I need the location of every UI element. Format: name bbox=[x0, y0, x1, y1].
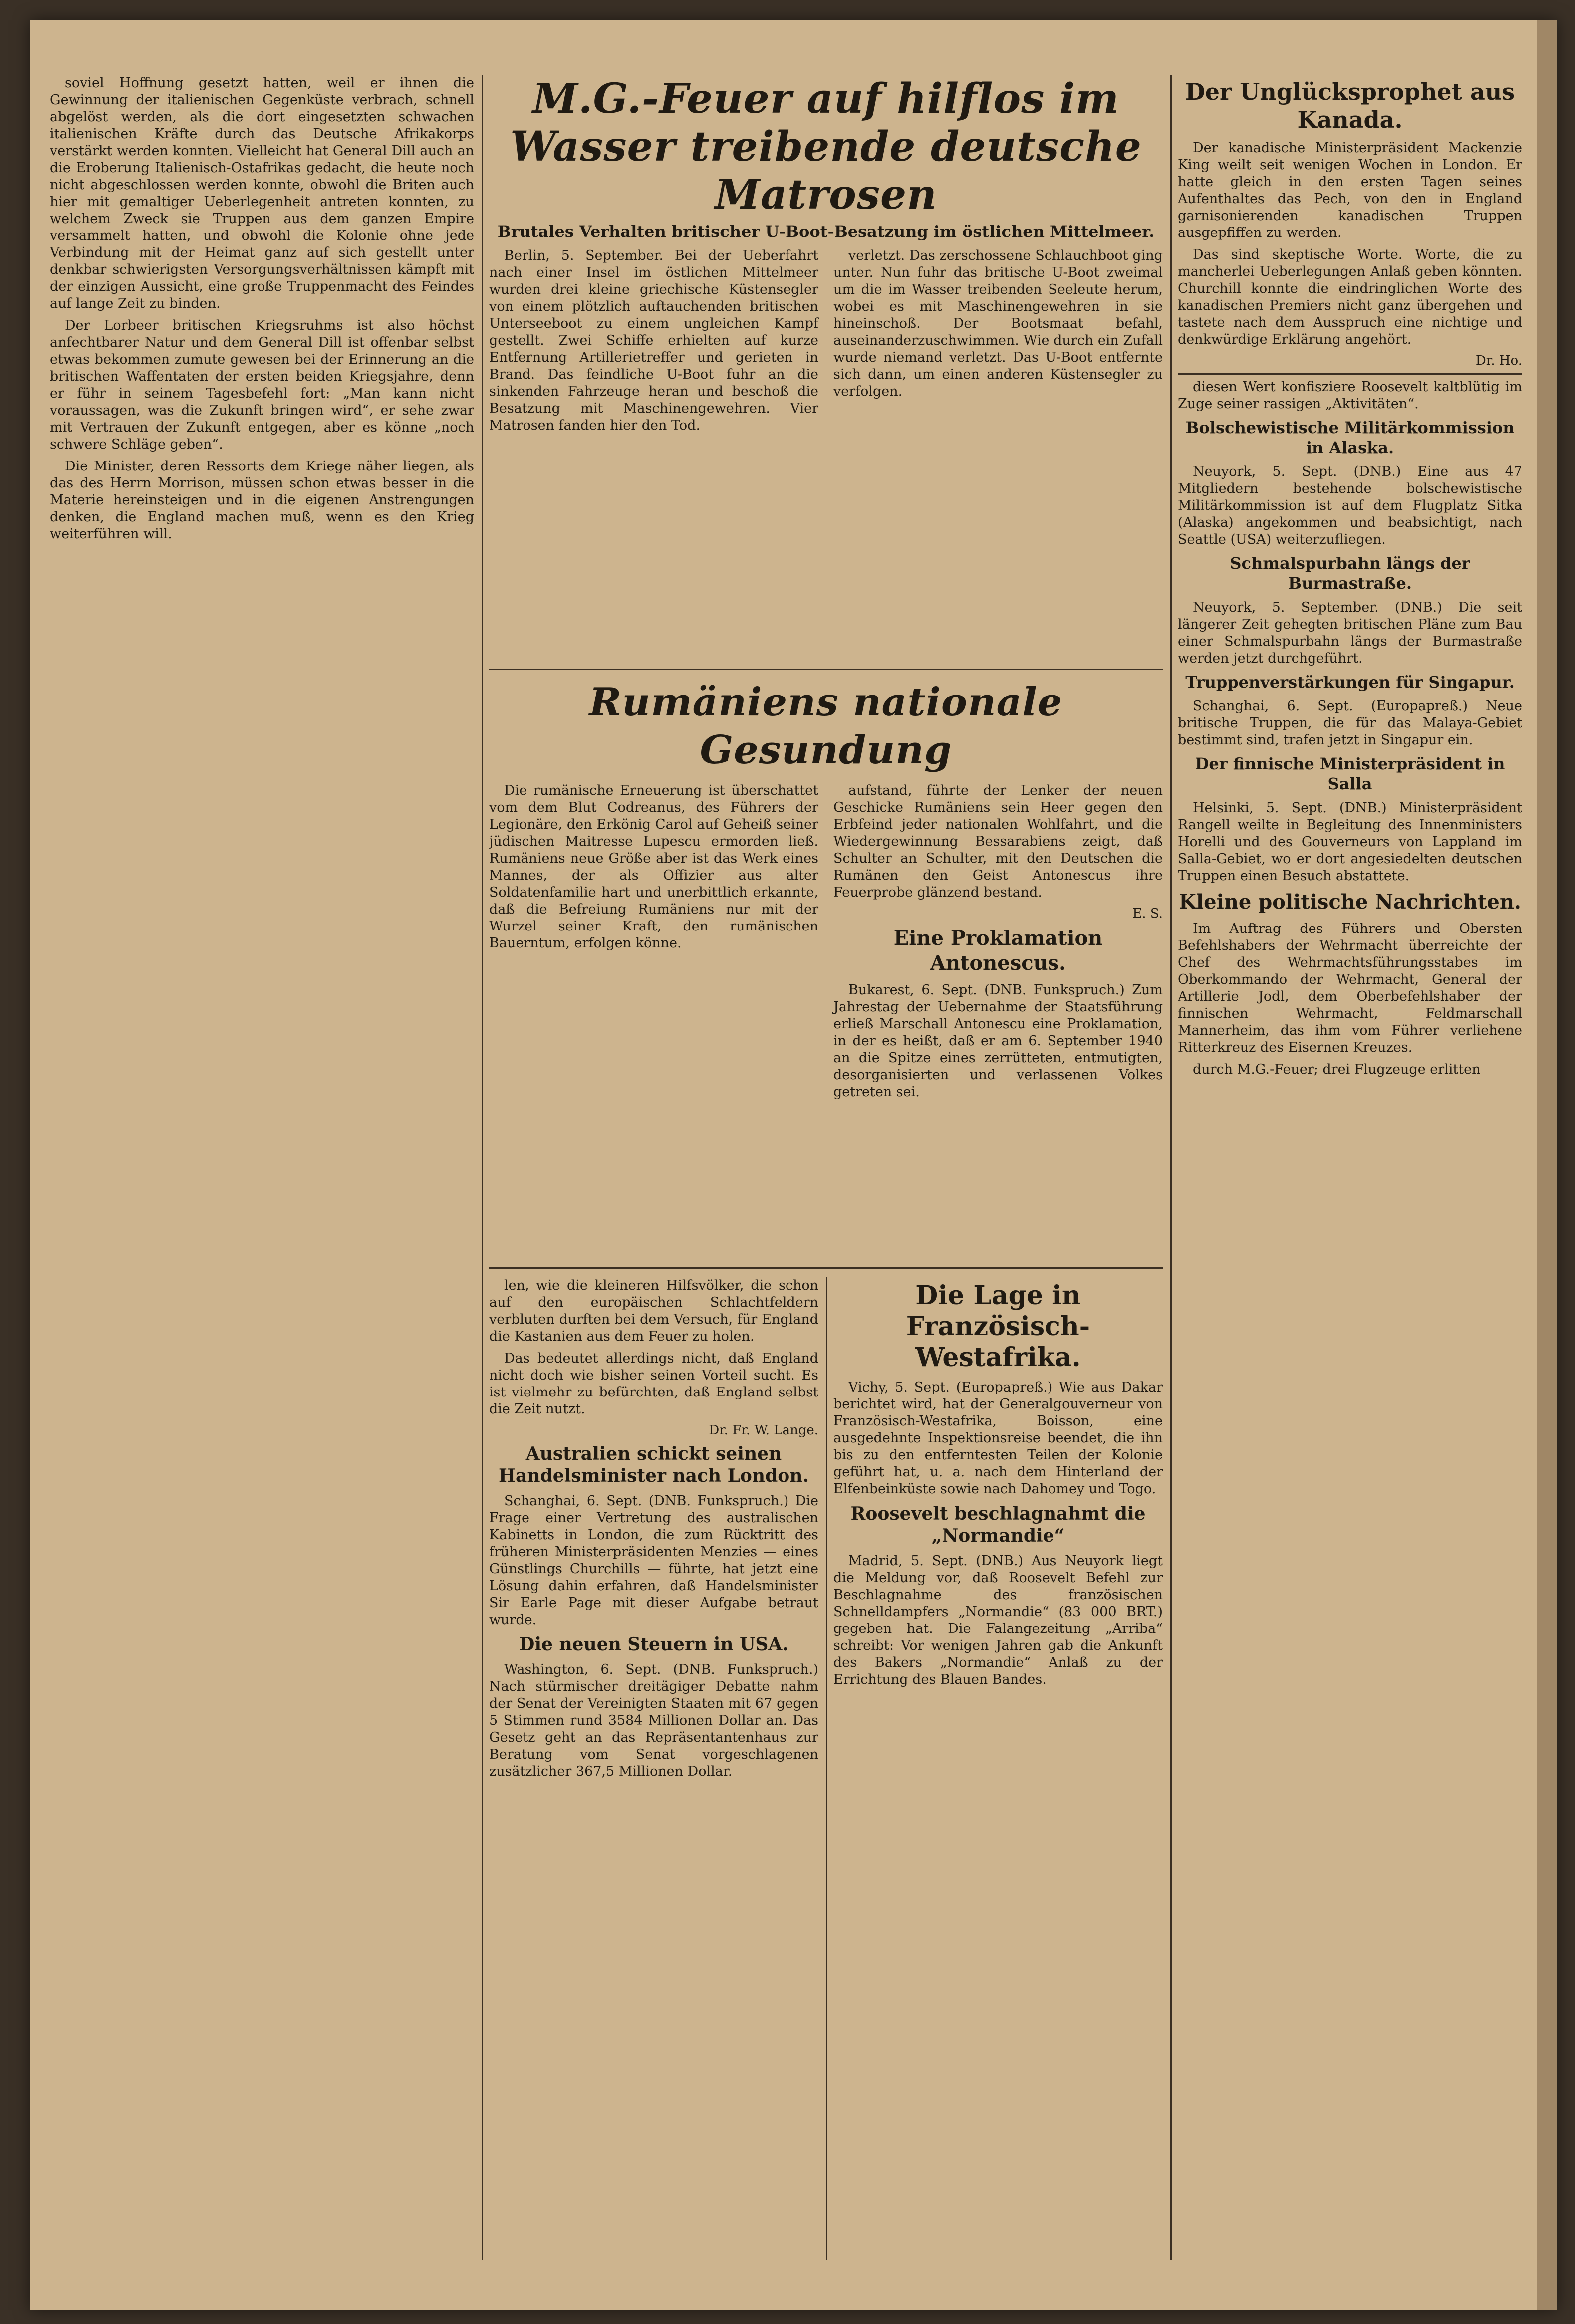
section-divider bbox=[1178, 373, 1522, 375]
article-paragraph: Das bedeutet allerdings nicht, daß England nicht doch wie bisher seinen Vorteil sucht. Es ist vielmehr zu befürchten, daß England selbst die Zeit nutzt. bbox=[489, 1351, 818, 1417]
article-paragraph: Die rumänische Erneuerung ist überschattet vom dem Blut Codreanus, des Führers der Legionäre, den Erkönig Carol auf Geheiß seiner jüdischen Maitresse Lupescu ermorden ließ. Rumäniens neue Größe aber ist das Werk eines Mannes, der als Offizier aus alter Soldatenfamilie hart und unerbittlich erkannte, daß die Befreiung Rumäniens nur mit der Wurzel seiner Kraft, den rumänischen Bauerntum, erfolgen könne. bbox=[489, 783, 818, 951]
byline: E. S. bbox=[1132, 906, 1163, 921]
headline: Rumäniens nationale Gesundung bbox=[589, 680, 1063, 773]
article-paragraph: Washington, 6. Sept. (DNB. Funkspruch.) Nach stürmischer dreitägiger Debatte nahm der Senat der Vereinigten Staaten mit 67 gegen 5 Stimmen rund 3584 Millionen Dollar an. Das Gesetz geht an das Repräsentantenhaus zur Beratung vom Senat vorgeschlagenen zusätzlicher 367,5 Millionen Dollar. bbox=[489, 1662, 818, 1779]
byline: Dr. Fr. W. Lange. bbox=[709, 1423, 818, 1438]
article-paragraph: diesen Wert konfiszierе Roosevelt kaltblütig im Zuge seiner rassigen „Aktivitäten“. bbox=[1178, 379, 1522, 412]
section-divider bbox=[489, 1267, 1163, 1269]
article-paragraph: Der kanadische Ministerpräsident Mackenzie King weilt seit wenigen Wochen in London. Er hatte gleich in den ersten Tagen seines Aufenthaltes das Pech, von den in England garnisonierenden kanadischen Truppen ausgepfiffen zu werden. bbox=[1178, 140, 1522, 240]
article-paragraph: soviel Hoffnung gesetzt hatten, weil er ihnen die Gewinnung der italienischen Gegenküste verbrach, schnell abgelöst werden, als die dort eingesetzten schwachen italienischen Kräfte durch das Deutsche Afrikakorps verstärkt werden konnten. Vielleicht hat General Dill auch an die Eroberung Italienisch-Ostafrikas gedacht, die heute noch nicht abgeschlossen werden konnte, obwohl die Briten auch hier mit gemaltiger Ueberlegenheit antreten konnten, zu welchem Zweck sie Truppen aus dem ganzen Empire versammelt hatten, und obwohl die Kolonie ohne jede Verbindung mit der Heimat ganz auf sich gestellt unter denkbar schwierigsten Versorgungsverhältnissen kämpft mit der einzigen Aussicht, eine große Truppenmacht des Feindes auf lange Zeit zu binden. bbox=[50, 75, 474, 311]
column-right bbox=[1178, 75, 1522, 2260]
article-paragraph: Schanghai, 6. Sept. (Europapreß.) Neue britische Truppen, die für das Malaya-Gebiet bestimmt sind, trafen jetzt in Singapur ein. bbox=[1178, 698, 1522, 748]
subheadline: Schmalspurbahn längs der Burmastraße. bbox=[1230, 554, 1470, 593]
article-paragraph: Im Auftrag des Führers und Obersten Befehlshabers der Wehrmacht überreichte der Chef des Wehrmachtsführungsstabes im Oberkommando der Wehrmacht, General der Artillerie Jodl, dem Oberbefehlshaber der finnischen Wehrmacht, Feldmarschall Mannerheim, das ihm vom Führer verliehene Ritterkreuz des Eisernen Kreuzes. bbox=[1178, 921, 1522, 1055]
subheadline: Australien schickt seinen Handelsminister nach London. bbox=[499, 1443, 809, 1486]
subheadline: Brutales Verhalten britischer U-Boot-Besatzung im östlichen Mittelmeer. bbox=[497, 222, 1155, 241]
article-paragraph: verletzt. Das zerschossene Schlauchboot ging unter. Nun fuhr das britische U-Boot zweimal um die im Wasser treibenden Seeleute herum, wobei es mit Maschinengewehren in sie hineinschoß. Der Bootsmaat befahl, auseinanderzuschwimmen. Wie durch ein Zufall wurde niemand verletzt. Das U-Boot entfernte sich dann, um einen anderen Küstensegler zu verfolgen. bbox=[833, 248, 1163, 399]
subheadline: Die neuen Steuern in USA. bbox=[519, 1634, 788, 1655]
column-divider bbox=[1170, 75, 1172, 2260]
article-paragraph: Die Minister, deren Ressorts dem Kriege näher liegen, als das des Herrn Morrison, müssen schon etwas besser in die Materie hereinsteigen und in die eigenen Anstrengungen denken, die England machen muß, wenn es den Krieg weiterführen will. bbox=[50, 459, 474, 542]
article-paragraph: Bukarest, 6. Sept. (DNB. Funkspruch.) Zum Jahrestag der Uebernahme der Staatsführung erließ Marschall Antonescu eine Proklamation, in der es heißt, daß er am 6. September 1940 an die Spitze eines zerrütteten, entmutigten, desorganisierten und verlassenen Volkes getreten sei. bbox=[833, 982, 1163, 1100]
page-edge bbox=[1537, 20, 1557, 2310]
section-divider bbox=[489, 669, 1163, 670]
newspaper-page bbox=[30, 20, 1557, 2310]
article-paragraph: Helsinki, 5. Sept. (DNB.) Ministerpräsident Rangell weilte in Begleitung des Innenministers Horelli und des Gouverneurs von Lappland im Salla-Gebiet, wo er dort angesiedelten deutschen Truppen einen Besuch abstattete. bbox=[1178, 800, 1522, 884]
subheadline: Bolschewistische Militärkommission in Alaska. bbox=[1185, 418, 1515, 457]
article-paragraph: Schanghai, 6. Sept. (DNB. Funkspruch.) Die Frage einer Vertretung des australischen Kabinetts in London, die zum Rücktritt des früheren Ministerpräsidenten Menzies — eines Günstlings Churchills — führte, hat jetzt eine Lösung dahin erfahren, daß Handelsminister Sir Earle Page mit dieser Aufgabe betraut wurde. bbox=[489, 1493, 818, 1627]
subheadline: Roosevelt beschlagnahmt die „Normandie“ bbox=[850, 1503, 1146, 1546]
headline: M.G.-Feuer auf hilflos im Wasser treibende deutsche Matrosen bbox=[510, 75, 1142, 219]
subheadline: Truppenverstärkungen für Singapur. bbox=[1185, 673, 1515, 692]
article-paragraph: Berlin, 5. September. Bei der Ueberfahrt nach einer Insel im östlichen Mittelmeer wurden drei kleine griechische Küstensegler von einem plötzlich auftauchenden britischen Unterseeboot zu einem ungleichen Kampf gestellt. Zwei Schiffe erhielten auf kurze Entfernung Artillerietreffer und gerieten in Brand. Das feindliche U-Boot fuhr an die sinkenden Fahrzeuge heran und beschoß die Besatzung mit Maschinengewehren. Vier Matrosen fanden hier den Tod. bbox=[489, 248, 818, 433]
article-paragraph: Das sind skeptische Worte. Worte, die zu mancherlei Ueberlegungen Anlaß geben könnten. Churchill konnte die eindringlichen Worte des kanadischen Premiers nicht ganz übergehen und tastete nach dem Ausspruch eine nichtige und denkwürdige Erklärung angehört. bbox=[1178, 247, 1522, 347]
article-paragraph: len, wie die kleineren Hilfsvölker, die schon auf den europäischen Schlachtfeldern verbluten durften bei dem Versuch, für England die Kastanien aus dem Feuer zu holen. bbox=[489, 1278, 818, 1344]
article-mg-feuer bbox=[489, 75, 1163, 664]
subheadline: Die Lage in Französisch-Westafrika. bbox=[906, 1280, 1090, 1373]
article-paragraph: Vichy, 5. Sept. (Europapreß.) Wie aus Dakar berichtet wird, hat der Generalgouverneur von Französisch-Westafrika, Boisson, eine ausgedehnte Inspektionsreise beendet, die ihn bis zu den entferntesten Teilen der Kolonie geführt hat, u. a. nach dem Hinterland der Elfenbeinküste sowie nach Dahomey und Togo. bbox=[833, 1380, 1163, 1497]
column-divider bbox=[482, 75, 483, 2260]
article-paragraph: Der Lorbeer britischen Kriegsruhms ist also höchst anfechtbarer Natur und dem General Dill ist offenbar selbst etwas bekommen zumute gewesen bei der Erinnerung an die britischen Waffentaten der ersten beiden Kriegsjahre, denn er führ in seinem Tagesbefehl fort: „Man kann nicht voraussagen, was die Zukunft bringen wird“, er sehe zwar mit Vertrauen der Zukunft entgegen, aber es könne „noch schwere Schläge geben“. bbox=[50, 318, 474, 452]
column-bottom-middle bbox=[489, 1277, 818, 2260]
article-rumaenien bbox=[489, 679, 1163, 1262]
article-paragraph: Neuyork, 5. Sept. (DNB.) Eine aus 47 Mitgliedern bestehende bolschewistische Militärkommission ist auf dem Flugplatz Sitka (Alaska) angekommen und beabsichtigt, nach Seattle (USA) weiterzufliegen. bbox=[1178, 464, 1522, 547]
column-westafrika bbox=[833, 1277, 1163, 2260]
article-paragraph: aufstand, führte der Lenker der neuen Geschicke Rumäniens sein Heer gegen den Erbfeind jeder nationalen Wohlfahrt, und die Wiedergewinnung Bessarabiens zeigt, daß Schulter an Schulter, mit den Deutschen die Rumänen den Geist Antonescus ihre Feuerprobe glänzend bestand. bbox=[833, 783, 1163, 900]
article-paragraph: Neuyork, 5. September. (DNB.) Die seit längerer Zeit gehegten britischen Pläne zum Bau einer Schmalspurbahn längs der Burmastraße werden jetzt durchgeführt. bbox=[1178, 600, 1522, 666]
article-paragraph: Madrid, 5. Sept. (DNB.) Aus Neuyork liegt die Meldung vor, daß Roosevelt Befehl zur Beschlagnahme des französischen Schnelldampfers „Normandie“ (83 000 BRT.) gegeben hat. Die Falangezeitung „Arriba“ schreibt: Vor wenigen Jahren gab die Ankunft des Bakers „Normandie“ Anlaß zu der Errichtung des Blauen Bandes. bbox=[833, 1553, 1163, 1687]
subheadline: Der finnische Ministerpräsident in Salla bbox=[1195, 754, 1505, 793]
column-divider bbox=[826, 1277, 827, 2260]
subheadline: Eine Proklamation Antonescus. bbox=[893, 927, 1103, 975]
article-paragraph: durch M.G.-Feuer; drei Flugzeuge erlitten bbox=[1193, 1062, 1481, 1077]
byline: Dr. Ho. bbox=[1475, 353, 1522, 368]
subheadline: Kleine politische Nachrichten. bbox=[1179, 890, 1521, 914]
subheadline: Der Unglücksprophet aus Kanada. bbox=[1185, 78, 1515, 133]
column-left bbox=[50, 75, 474, 2260]
